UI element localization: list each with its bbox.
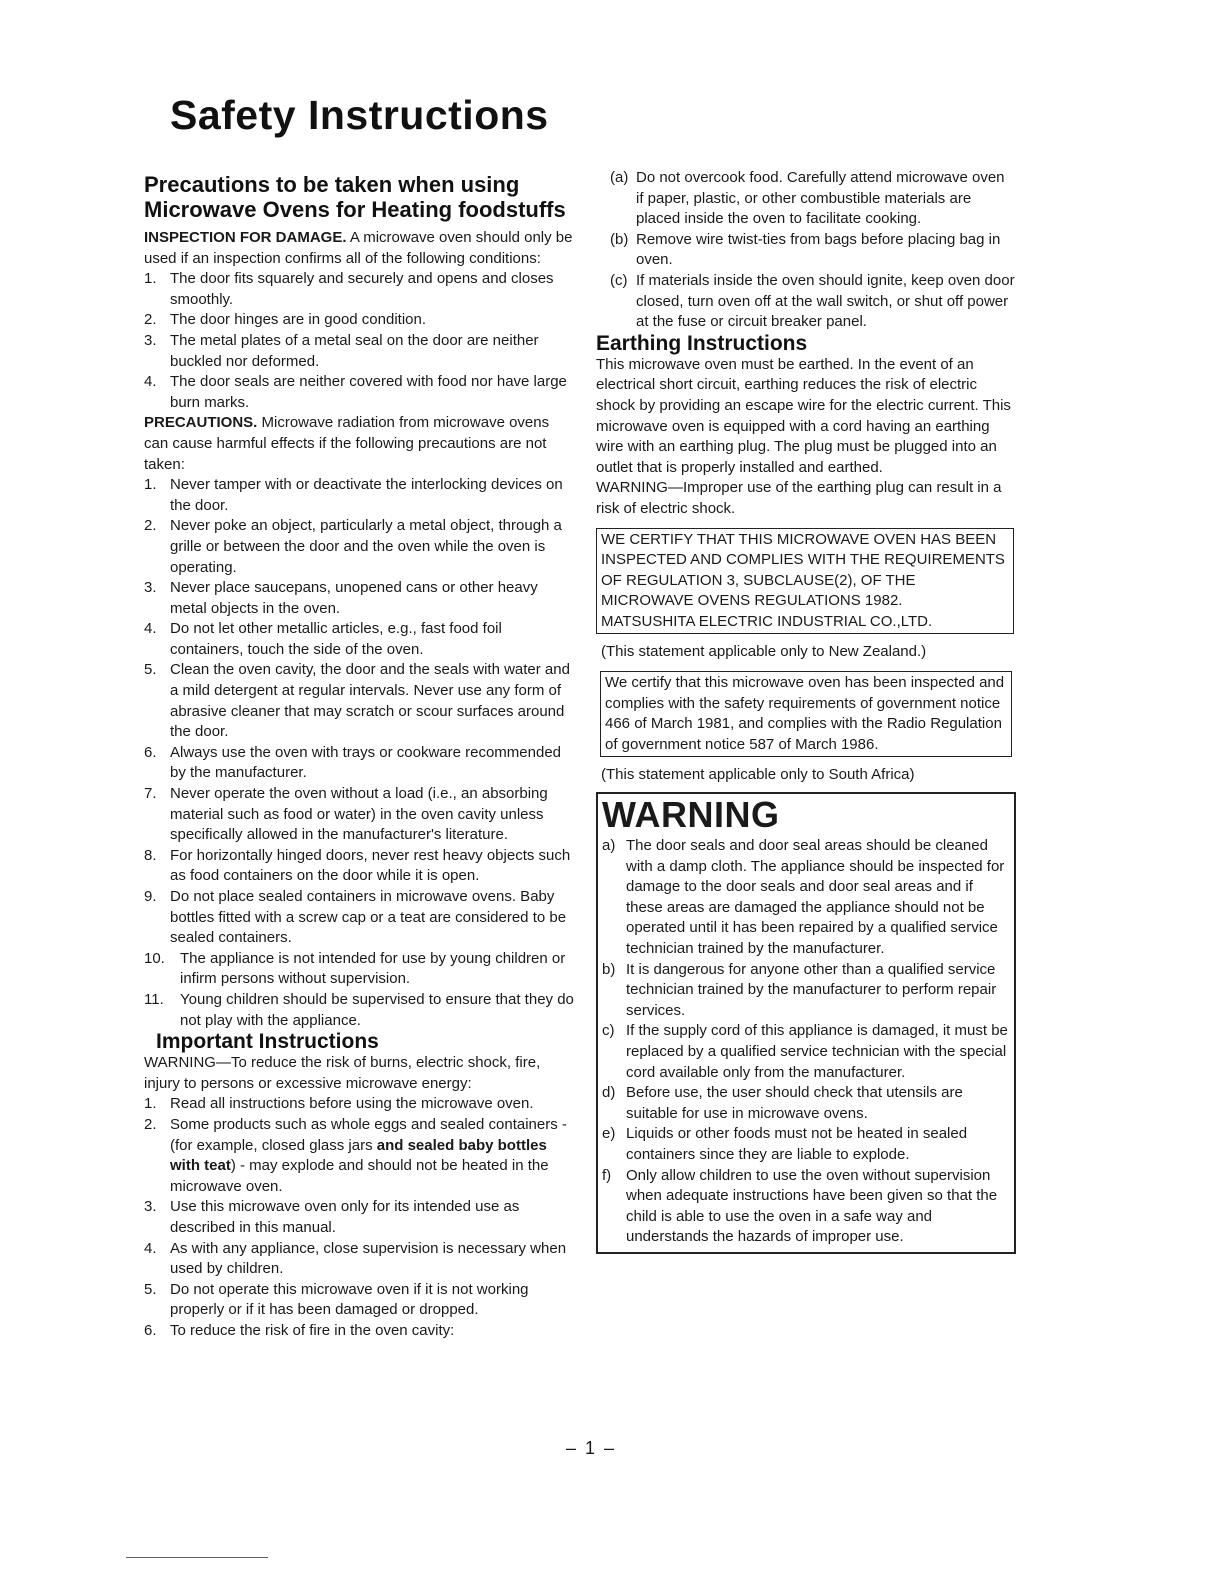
list-item: 8. For horizontally hinged doors, never rest heavy objects such as food containers on the door while it is open.: [144, 846, 571, 885]
warning-heading: WARNING: [602, 794, 780, 836]
list-item: 1. The door fits squarely and securely and opens and closes smoothly.: [144, 270, 554, 308]
sa-certificate-box: [600, 671, 1012, 757]
nz-note: (This statement applicable only to New Zealand.): [601, 643, 927, 661]
list-item: 3. The metal plates of a metal seal on the door are neither buckled nor deformed.: [144, 331, 539, 370]
important-heading: Important Instructions: [156, 1030, 379, 1054]
list-item: a) The door seals and door seal areas should be cleaned with a damp cloth. The appliance should be inspected for damage to the door seals and door seal areas and if these areas are damaged the appliance should not be operated until it has been repaired by a qualified service technician trained by the manufacturer.: [602, 837, 1005, 957]
list-item: 5. Do not operate this microwave oven if it is not working properly or if it has been damaged or dropped.: [144, 1280, 529, 1319]
list-item: 7. Never operate the oven without a load (i.e., an absorbing material such as food or water) in the oven cavity unless specifically allowed in the manufacturer's literature.: [144, 785, 548, 844]
list-item: 11. Young children should be supervised to ensure that they do not play with the appliance.: [144, 990, 574, 1029]
list-item: 1. Never tamper with or deactivate the interlocking devices on the door.: [144, 476, 563, 514]
list-item: 4. The door seals are neither covered with food nor have large burn marks.: [144, 373, 567, 411]
precautions-paragraph: [144, 413, 576, 475]
list-item: 2. The door hinges are in good condition.: [144, 311, 427, 329]
inspection-text: A microwave oven should only be used if an inspection confirms all of the following conditions:: [144, 229, 573, 267]
footer-divider: [126, 1557, 268, 1558]
list-item: 2. Never poke an object, particularly a metal object, through a grille or between the door and the oven while the oven is operating.: [144, 517, 562, 576]
nz-company: MATSUSHITA ELECTRIC INDUSTRIAL CO.,LTD.: [601, 612, 933, 630]
page-title: Safety Instructions: [170, 92, 549, 138]
list-item: 4. As with any appliance, close supervision is necessary when used by children.: [144, 1239, 567, 1278]
list-item: b) It is dangerous for anyone other than a qualified service technician trained by the manufacturer to perform repair services.: [602, 960, 997, 1019]
list-item: (b) Remove wire twist-ties from bags before placing bag in oven.: [610, 230, 1001, 269]
earthing-text: This microwave oven must be earthed. In the event of an electrical short circuit, earthing reduces the risk of electric shock by providing an escape wire for the electric current. This microwave oven is equipped with a cord having an earthing wire with an earthing plug. The plug must be plugged into an outlet that is properly installed and earthed.: [596, 355, 1011, 476]
left-column: [144, 172, 576, 1341]
list-item: (a) Do not overcook food. Carefully attend microwave oven if paper, plastic, or other combustible materials are placed inside the oven to facilitate cooking.: [610, 169, 1005, 228]
list-item: d) Before use, the user should check that utensils are suitable for use in microwave ovens.: [602, 1084, 963, 1122]
precautions-label: PRECAUTIONS.: [144, 414, 258, 432]
right-column: [596, 168, 1016, 1254]
nz-certificate-text: WE CERTIFY THAT THIS MICROWAVE OVEN HAS BEEN INSPECTED AND COMPLIES WITH THE REQUIREMENTS OF REGULATION 3, SUBCLAUSE(2), OF THE MICROWAVE OVENS REGULATIONS 1982.: [601, 530, 1005, 610]
warning-list: [602, 836, 1010, 1248]
precautions-heading: Precautions to be taken when using Microwave Ovens for Heating foodstuffs: [144, 172, 566, 222]
list-item: 3. Use this microwave oven only for its intended use as described in this manual.: [144, 1198, 520, 1236]
list-item: 5. Clean the oven cavity, the door and the seals with water and a mild detergent at regular intervals. Never use any form of abrasive cleaner that may scratch or scour surfaces around the door.: [144, 661, 570, 741]
precautions-list: [144, 475, 576, 1031]
inspection-list: [144, 269, 576, 413]
list-item: 9. Do not place sealed containers in microwave ovens. Baby bottles fitted with a screw cap or a teat are considered to be sealed containers.: [144, 888, 567, 947]
page-number: – 1 –: [566, 1438, 617, 1458]
list-item: e) Liquids or other foods must not be heated in sealed containers since they are liable to explode.: [602, 1125, 968, 1163]
list-item: c) If the supply cord of this appliance is damaged, it must be replaced by a qualified service technician with the special cord available only from the manufacturer.: [602, 1022, 1008, 1081]
list-item: 6. Always use the oven with trays or cookware recommended by the manufacturer.: [144, 743, 562, 782]
list-item: 10. The appliance is not intended for use by young children or infirm persons without supervision.: [144, 949, 566, 988]
important-list: [144, 1094, 576, 1341]
precautions-text: Microwave radiation from microwave ovens can cause harmful effects if the following precautions are not taken:: [144, 414, 550, 473]
list-item: 6. To reduce the risk of fire in the oven cavity:: [144, 1321, 455, 1339]
fire-risk-list: [596, 168, 1016, 333]
sa-note: (This statement applicable only to South Africa): [601, 766, 915, 784]
list-item: 1. Read all instructions before using the microwave oven.: [144, 1095, 534, 1113]
list-item: (c) If materials inside the oven should ignite, keep oven door closed, turn oven off at the wall switch, or shut off power at the fuse or circuit breaker panel.: [610, 271, 1015, 331]
inspection-label: INSPECTION FOR DAMAGE.: [144, 229, 347, 246]
inspection-paragraph: [144, 228, 576, 269]
earthing-heading: Earthing Instructions: [596, 331, 808, 355]
important-warning: WARNING—To reduce the risk of burns, electric shock, fire, injury to persons or excessive microwave energy:: [144, 1054, 541, 1092]
list-item: 2. Some products such as whole eggs and sealed containers - (for example, closed glass jars and sealed baby bottles with teat) - may explode and should not be heated in the microwave oven.: [144, 1115, 567, 1195]
earthing-warning: WARNING—Improper use of the earthing plug can result in a risk of electric shock.: [596, 479, 1002, 517]
list-item: 3. Never place saucepans, unopened cans or other heavy metal objects in the oven.: [144, 579, 538, 617]
nz-certificate-box: [596, 528, 1014, 635]
list-item: 4. Do not let other metallic articles, e.g., fast food foil containers, touch the side of the oven.: [144, 620, 502, 658]
sa-certificate-text: We certify that this microwave oven has been inspected and complies with the safety requirements of government notice 466 of March 1981, and complies with the Radio Regulation of government notice 587 of March 1986.: [605, 674, 1005, 753]
list-item: f) Only allow children to use the oven without supervision when adequate instructions have been given so that the child is able to use the oven in a safe way and understands the hazards of improper use.: [602, 1166, 998, 1246]
warning-box: [596, 792, 1016, 1254]
